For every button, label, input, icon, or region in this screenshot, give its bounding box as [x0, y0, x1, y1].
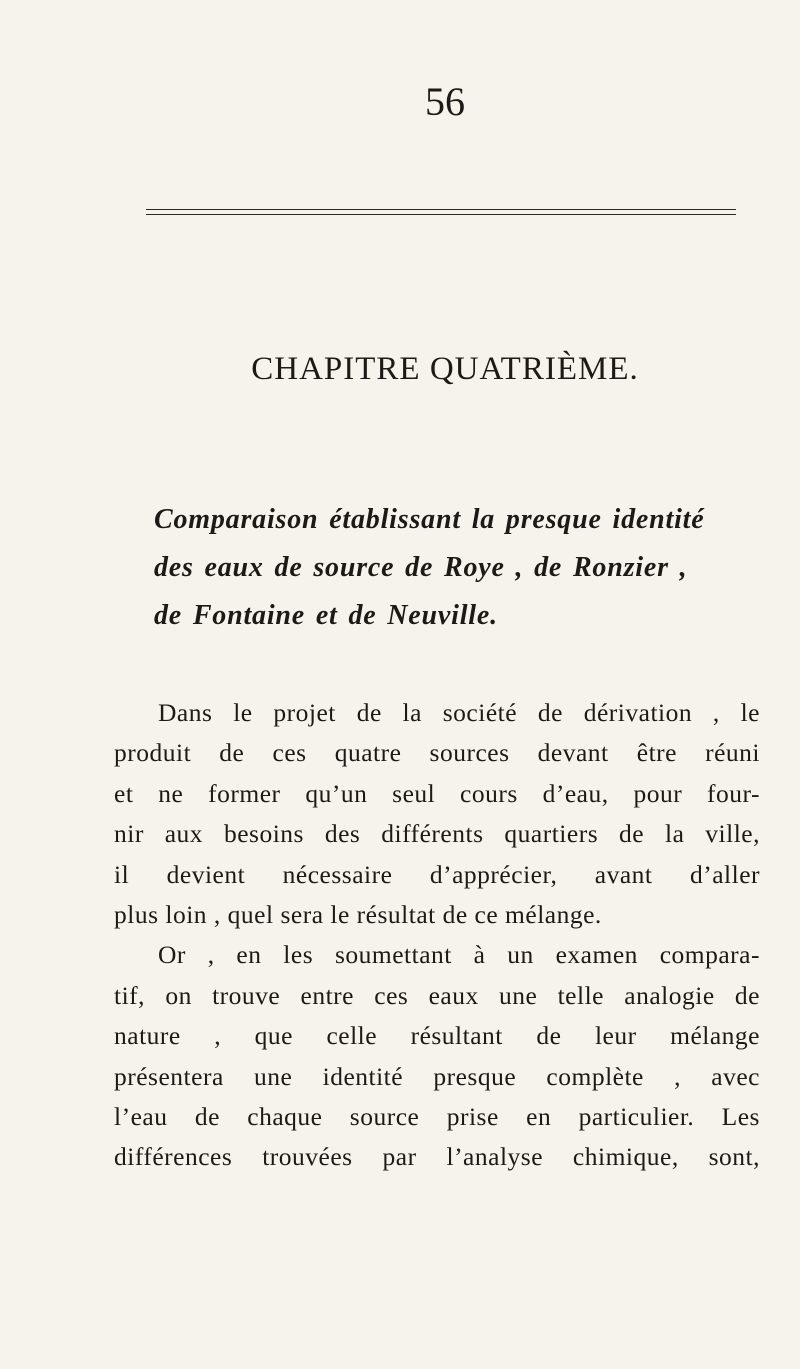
- subtitle-line: de Fontaine et de Neuville.: [154, 600, 498, 631]
- chapter-subtitle: [154, 496, 764, 640]
- subtitle-line: Comparaison établissant la presque identité: [154, 504, 705, 535]
- body-line: il devient nécessaire d’apprécier, avant d’aller: [114, 859, 760, 889]
- header-rule-thick: [146, 214, 736, 215]
- chapter-title: CHAPITRE QUATRIÈME.: [251, 351, 639, 387]
- header-rule-thin: [146, 209, 736, 210]
- body-line: tif, on trouve entre ces eaux une telle analogie de: [114, 980, 760, 1010]
- body-line: présentera une identité presque complète , avec: [114, 1061, 760, 1091]
- body-line: Or , en les soumettant à un examen compara-: [158, 940, 760, 970]
- body-line: l’eau de chaque source prise en particulier. Les: [114, 1102, 760, 1132]
- body-line: Dans le projet de la société de dérivation , le: [158, 698, 760, 727]
- body-line: produit de ces quatre sources devant être réuni: [114, 738, 760, 768]
- body-line: et ne former qu’un seul cours d’eau, pour four-: [114, 778, 760, 808]
- body-paragraph: [114, 693, 760, 1178]
- body-line: différences trouvées par l’analyse chimique, sont,: [114, 1142, 760, 1172]
- page-number: 56: [425, 79, 465, 124]
- body-line: nature , que celle résultant de leur mélange: [114, 1021, 760, 1051]
- body-line: plus loin , quel sera le résultat de ce mélange.: [114, 900, 602, 930]
- body-line: nir aux besoins des différents quartiers de la ville,: [114, 819, 760, 849]
- subtitle-line: des eaux de source de Roye , de Ronzier ,: [154, 552, 688, 583]
